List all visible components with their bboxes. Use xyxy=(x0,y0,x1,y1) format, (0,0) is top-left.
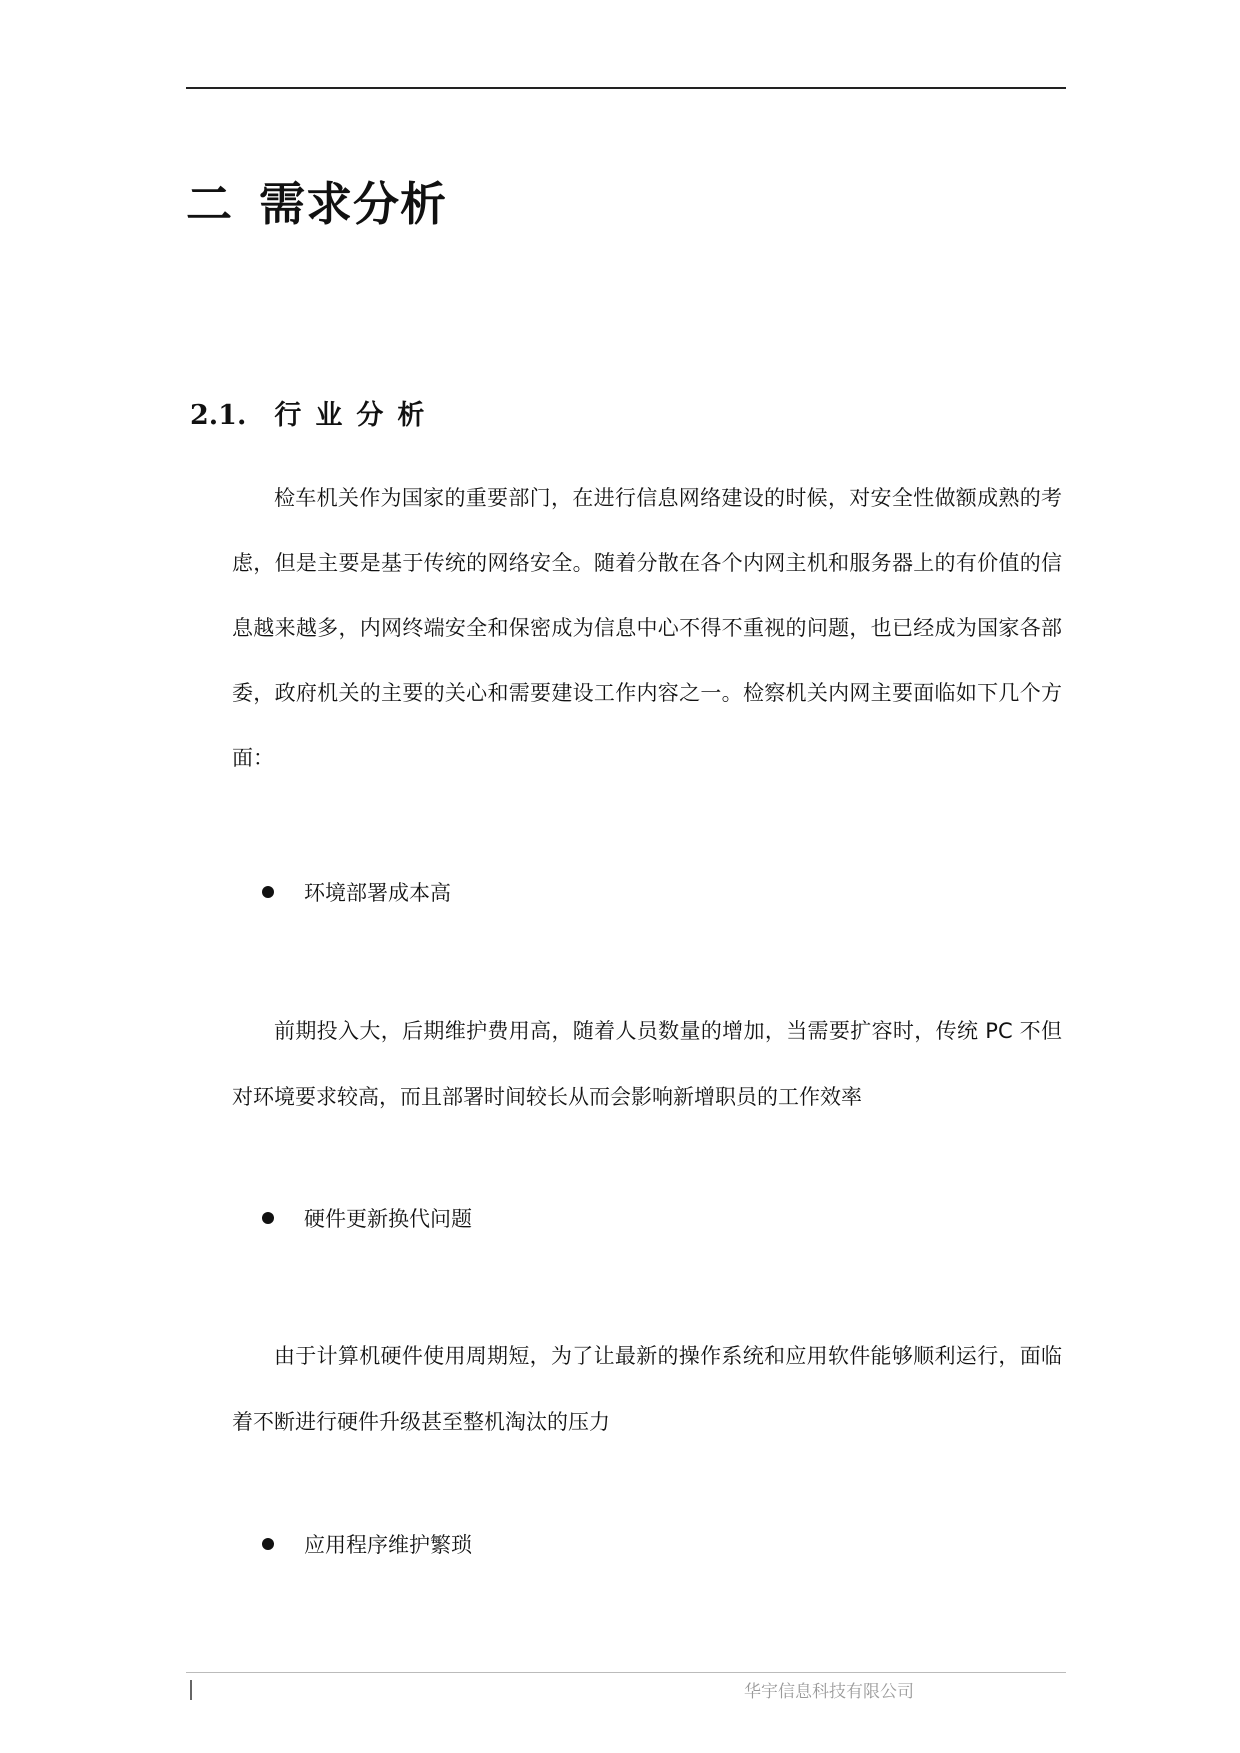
section-title: 行业分析 xyxy=(274,400,439,431)
header-rule xyxy=(186,87,1066,89)
bullet-item xyxy=(262,1203,472,1233)
footer-rule xyxy=(186,1672,1066,1673)
chapter-title xyxy=(186,168,447,234)
bullet-heading: 环境部署成本高 xyxy=(304,881,451,905)
bullet-heading: 硬件更新换代问题 xyxy=(304,1207,472,1231)
bullet-dot-icon xyxy=(262,886,274,898)
bullet-body-paragraph: 由于计算机硬件使用周期短，为了让最新的操作系统和应用软件能够顺利运行，面临着不断进行硬件升级甚至整机淘汰的压力 xyxy=(232,1344,1062,1434)
section-number: 2.1. xyxy=(190,400,247,431)
bullet-heading: 应用程序维护繁琐 xyxy=(304,1533,472,1557)
section-heading xyxy=(190,393,438,432)
bullet-item xyxy=(262,1529,472,1559)
bullet-body-paragraph: 前期投入大，后期维护费用高，随着人员数量的增加，当需要扩容时，传统 PC 不但对环境要求较高，而且部署时间较长从而会影响新增职员的工作效率 xyxy=(232,1019,1062,1109)
intro-paragraph: 检车机关作为国家的重要部门，在进行信息网络建设的时候，对安全性做额成熟的考虑，但是主要是基于传统的网络安全。随着分散在各个内网主机和服务器上的有价值的信息越来越多，内网终端安全和保密成为信息中心不得不重视的问题，也已经成为国家各部委，政府机关的主要的关心和需要建设工作内容之一。检察机关内网主要面临如下几个方面： xyxy=(232,486,1062,770)
bullet-dot-icon xyxy=(262,1212,274,1224)
bullet-dot-icon xyxy=(262,1538,274,1550)
chapter-title-text: 需求分析 xyxy=(259,177,447,231)
footer-separator xyxy=(190,1680,192,1700)
chapter-number: 二 xyxy=(186,177,233,231)
footer-company: 华宇信息科技有限公司 xyxy=(744,1682,914,1702)
bullet-item xyxy=(262,877,451,907)
